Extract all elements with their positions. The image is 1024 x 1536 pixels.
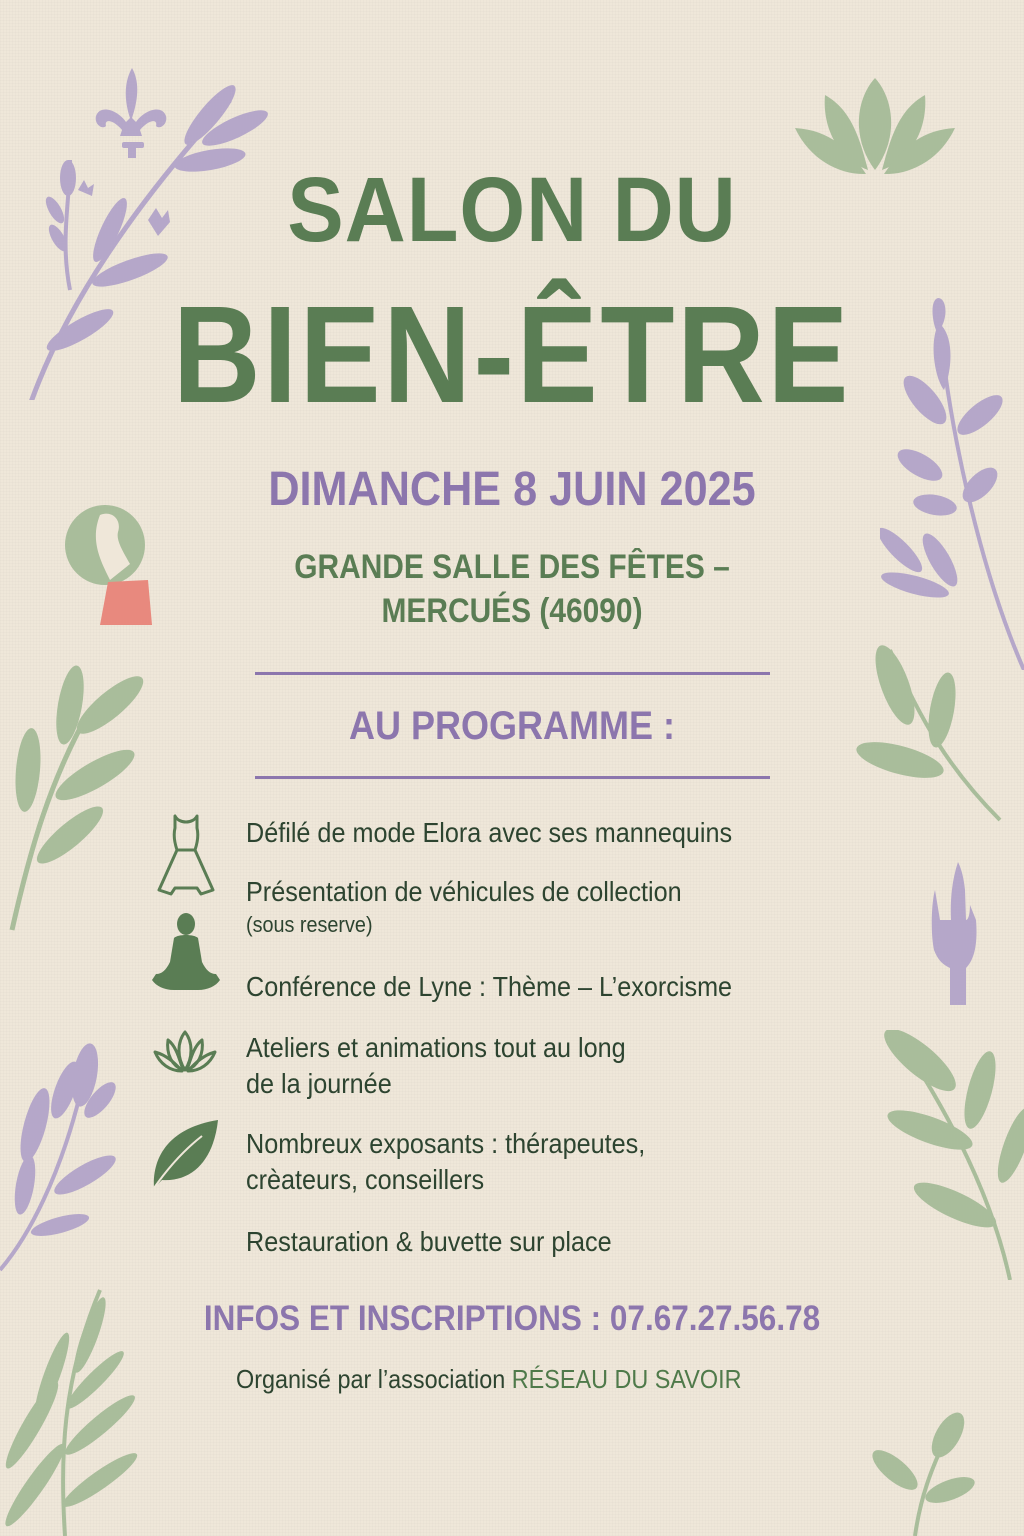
organizer: Organisé par l’association RÉSEAU DU SAVOIR bbox=[236, 1364, 742, 1394]
divider-bottom bbox=[255, 776, 770, 779]
divider-top bbox=[255, 672, 770, 675]
lotus-icon bbox=[152, 1028, 218, 1074]
left-lavender-sprig-decoration bbox=[0, 1035, 130, 1275]
program-item-fashion-show: Défilé de mode Elora avec ses mannequins bbox=[246, 817, 733, 848]
dress-icon bbox=[155, 812, 217, 898]
leaf-icon bbox=[148, 1118, 220, 1192]
venue-line-2: MERCUÉS (46090) bbox=[381, 592, 643, 630]
venue-line-1: GRANDE SALLE DES FÊTES – bbox=[294, 548, 730, 586]
event-date: DIMANCHE 8 JUIN 2025 bbox=[268, 463, 756, 516]
venue bbox=[61, 545, 962, 633]
program-item-conference: Conférence de Lyne : Thème – L’exorcisme bbox=[246, 971, 733, 1002]
left-green-branch-decoration bbox=[0, 650, 160, 940]
title-line-2: BIEN-ÊTRE bbox=[172, 278, 852, 432]
meditation-icon bbox=[150, 912, 222, 994]
right-green-branch-decoration bbox=[880, 1030, 1024, 1280]
contact-info: INFOS ET INSCRIPTIONS : 07.67.27.56.78 bbox=[203, 1299, 821, 1338]
program-heading: AU PROGRAMME : bbox=[349, 704, 675, 748]
program-item-note: (sous reserve) bbox=[246, 912, 373, 937]
program-item-vehicles: Présentation de véhicules de collection (sous reserve) bbox=[246, 874, 682, 940]
program-item-exhibitors: Nombreux exposants : thérapeutes, crèateurs, conseillers bbox=[246, 1128, 646, 1195]
organizer-name: RÉSEAU DU SAVOIR bbox=[511, 1364, 742, 1394]
title-line-1: SALON DU bbox=[287, 159, 737, 261]
bottom-right-sprig-decoration bbox=[870, 1410, 980, 1536]
program-item-catering: Restauration & buvette sur place bbox=[246, 1226, 612, 1257]
program-item-workshops: Ateliers et animations tout au long de la journée bbox=[246, 1032, 626, 1099]
cactus-decoration bbox=[930, 860, 980, 1010]
